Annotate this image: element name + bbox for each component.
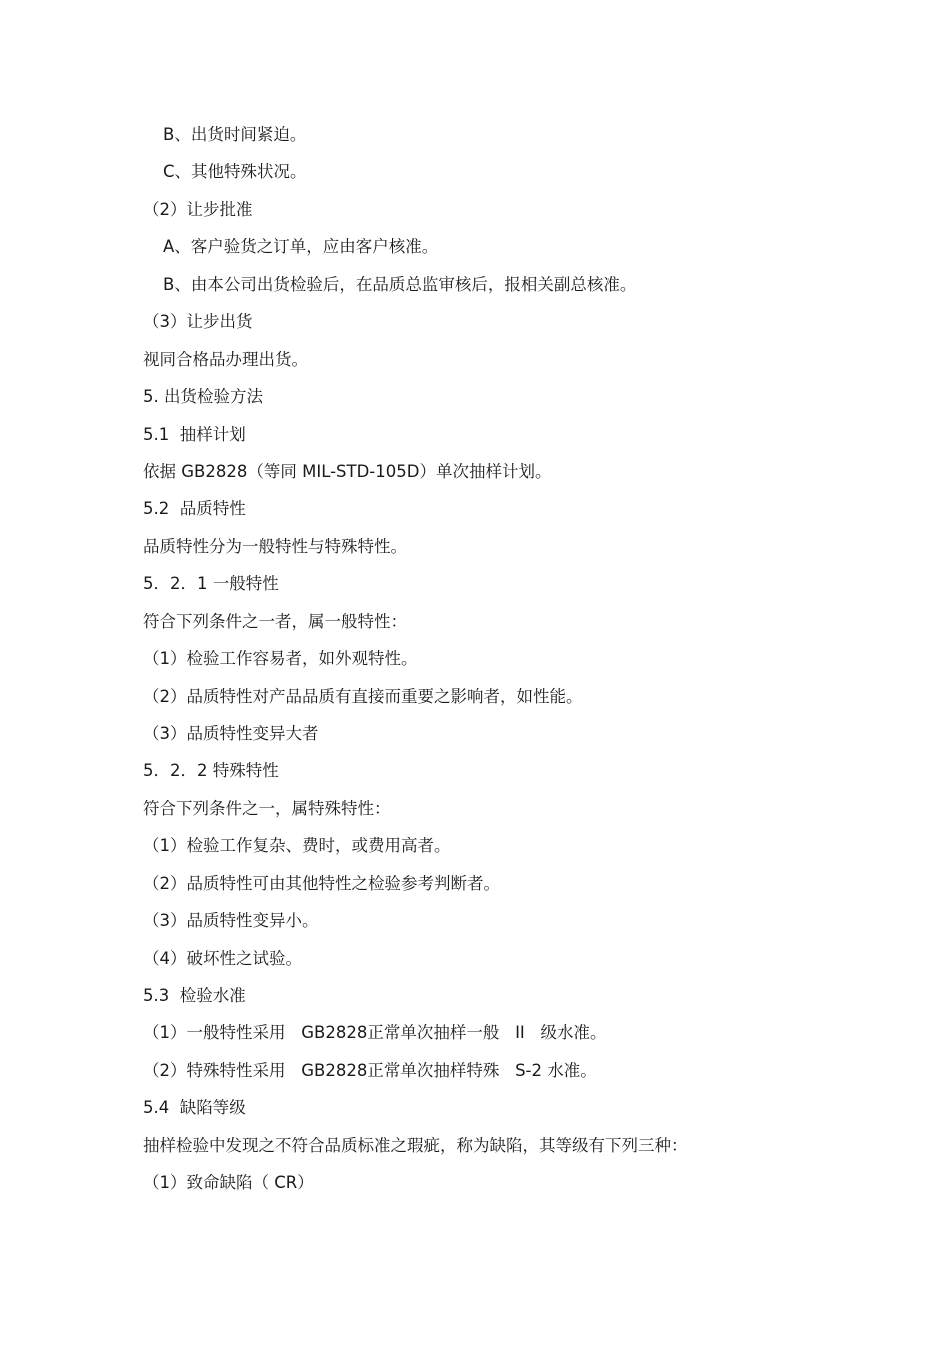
section-5-2-2-special: 5．2．2 特殊特性: [143, 761, 279, 780]
paragraph-general-conditions: 符合下列条件之一者，属一般特性：: [143, 612, 407, 631]
section-5-1-sampling-plan: 5.1 抽样计划: [143, 425, 246, 444]
list-item-special-2: （2）品质特性可由其他特性之检验参考判断者。: [143, 874, 500, 893]
item-b-urgent-shipment: B、出货时间紧迫。: [163, 125, 307, 144]
list-item-special-3: （3）品质特性变异小。: [143, 911, 319, 930]
item-c-special-conditions: C、其他特殊状况。: [163, 162, 307, 181]
list-item-level-special: （2）特殊特性采用 GB2828正常单次抽样特殊 S-2 水准。: [143, 1061, 597, 1080]
section-5-2-1-general: 5．2．1 一般特性: [143, 574, 279, 593]
list-item-general-2: （2）品质特性对产品品质有直接而重要之影响者，如性能。: [143, 687, 583, 706]
list-item-critical-defect: （1）致命缺陷（ CR）: [143, 1173, 314, 1192]
section-5-4-defect-levels: 5.4 缺陷等级: [143, 1098, 246, 1117]
list-item-level-general: （1）一般特性采用 GB2828正常单次抽样一般 II 级水准。: [143, 1023, 607, 1042]
list-item-general-3: （3）品质特性变异大者: [143, 724, 319, 743]
item-a-customer-approval: A、客户验货之订单，应由客户核准。: [163, 237, 439, 256]
paragraph-treat-as-qualified: 视同合格品办理出货。: [143, 350, 308, 369]
list-item-general-1: （1）检验工作容易者，如外观特性。: [143, 649, 418, 668]
section-5-3-inspection-level: 5.3 检验水准: [143, 986, 246, 1005]
list-item-special-1: （1）检验工作复杂、费时，或费用高者。: [143, 836, 451, 855]
list-item-special-4: （4）破坏性之试验。: [143, 949, 302, 968]
paragraph-special-conditions: 符合下列条件之一，属特殊特性：: [143, 799, 391, 818]
paragraph-defect-definition: 抽样检验中发现之不符合品质标准之瑕疵，称为缺陷，其等级有下列三种：: [143, 1136, 688, 1155]
item-b-internal-approval: B、由本公司出货检验后，在品质总监审核后，报相关副总核准。: [163, 275, 637, 294]
paragraph-characteristic-types: 品质特性分为一般特性与特殊特性。: [143, 537, 407, 556]
heading-concession-approval: （2）让步批准: [143, 200, 253, 219]
paragraph-gb2828-basis: 依据 GB2828（等同 MIL-STD-105D）单次抽样计划。: [143, 462, 552, 481]
section-5-2-quality-characteristics: 5.2 品质特性: [143, 499, 246, 518]
heading-concession-shipment: （3）让步出货: [143, 312, 253, 331]
section-5-inspection-method: 5. 出货检验方法: [143, 387, 263, 406]
